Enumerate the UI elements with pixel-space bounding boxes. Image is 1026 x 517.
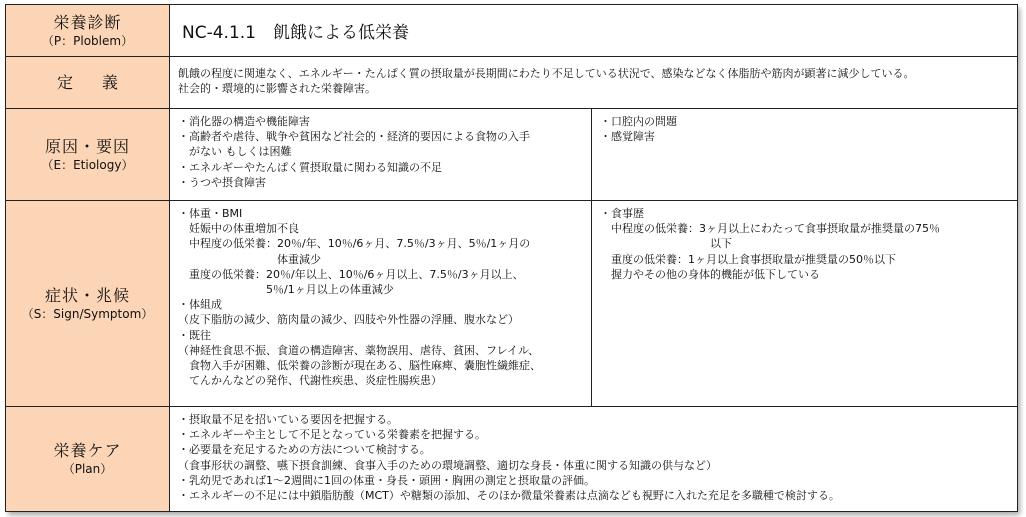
symptom-item: てんかんなどの発作、代謝性疾患、炎症性腸疾患） [178,374,442,388]
row-plan [6,407,1018,512]
label-definition: 定 義 [56,72,131,92]
label-diagnosis: 栄養診断 [53,12,122,32]
label-plan: 栄養ケア [53,441,122,460]
symptom-item: 妊娠中の体重増加不良 [178,222,299,236]
etiology-item: ・口腔内の問題 [600,115,677,128]
sub-plan: （Plan） [62,462,113,476]
symptom-right [592,201,1018,407]
etiology-item: ・消化器の構造や機能障害 [178,115,310,128]
plan-text [170,407,1018,512]
header-symptom [6,201,170,407]
etiology-item: がない もしくは困難 [178,145,292,159]
symptom-item: 重度の低栄養：20％/年以上、10％/6ヶ月以上、7.5％/3ヶ月以上、 [178,267,524,281]
sub-etiology: （E：Etiology） [41,157,134,172]
sub-diagnosis: （P：Ploblem） [41,33,134,48]
symptom-item: （皮下脂肪の減少、筋肉量の減少、四肢や外性器の浮腫、腹水など） [178,313,519,327]
plan-item: ・摂取量不足を招いている要因を把握する。 [178,413,398,426]
row-definition [6,57,1018,109]
header-etiology [6,109,170,201]
plan-item: ・乳幼児であれば1～2週間に1回の体重・身長・頭囲・胸囲の測定と摂取量の評価。 [178,473,595,487]
definition-line: 飢餓の程度に関連なく、エネルギー・たんぱく質の摂取量が長期間にわたり不足している状況で、感染などなく体脂肪や筋肉が顕著に減少している。 [178,67,915,80]
etiology-left [170,109,592,201]
symptom-item: ・既往 [178,328,211,342]
plan-item: （食事形状の調整、嚥下摂食訓練、食事入手のための環境調整、適切な身長・体重に関する知識の供与など） [178,458,717,472]
row-symptom [6,201,1018,407]
plan-item: ・エネルギーや主として不足となっている栄養素を把握する。 [178,428,486,442]
symptom-item: 握力やその他の身体的機能が低下している [600,267,820,281]
symptom-item: 中程度の低栄養：20％/年、10％/6ヶ月、7.5％/3ヶ月、5％/1ヶ月の [178,237,531,251]
etiology-item: ・エネルギーやたんぱく質摂取量に関わる知識の不足 [178,160,442,174]
diagnosis-table [5,4,1018,512]
etiology-item: ・高齢者や虐待、戦争や貧困など社会的・経済的要因による食物の入手 [178,130,530,144]
label-symptom: 症状・兆候 [44,285,130,305]
symptom-left [170,201,592,407]
symptom-item: 中程度の低栄養：3ヶ月以上にわたって食事摂取量が推奨量の75％ [600,222,940,236]
definition-text [170,57,1018,109]
symptom-item: ・食事歴 [600,207,644,220]
header-plan [6,407,170,512]
label-etiology: 原因・要因 [44,136,130,156]
row-etiology [6,109,1018,201]
symptom-item: ・体重・BMI [178,207,243,220]
symptom-item: 体重減少 [178,252,321,266]
symptom-item: （神経性食思不振、食道の構造障害、薬物誤用、虐待、貧困、フレイル、 [178,343,540,357]
nutrition-diagnosis-sheet [5,4,1017,511]
header-diagnosis [6,5,170,57]
etiology-item: ・感覚障害 [600,130,655,144]
plan-item: ・必要量を充足するための方法について検討する。 [178,443,431,457]
symptom-item: 以下 [600,237,732,251]
etiology-item: ・うつや摂食障害 [178,175,266,189]
definition-line: 社会的・環境的に影響された栄養障害。 [178,82,376,96]
etiology-right [592,109,1018,201]
symptom-item: ・体組成 [178,298,222,312]
diagnosis-title: NC-4.1.1 飢餓による低栄養 [170,5,1018,57]
symptom-item: 5％/1ヶ月以上の体重減少 [178,283,394,297]
symptom-item: 食物入手が困難、低栄養の診断が現在ある、脳性麻痺、嚢胞性繊維症、 [178,359,541,373]
row-diagnosis [6,5,1018,57]
header-definition [6,57,170,109]
plan-item: ・エネルギーの不足には中鎖脂肪酸（MCT）や糖類の添加、そのほか微量栄養素は点滴なども視野に入れた充足を多職種で検討する。 [178,489,840,503]
symptom-item: 重度の低栄養：1ヶ月以上食事摂取量が推奨量の50％以下 [600,252,896,266]
sub-symptom: （S：Sign/Symptom） [21,306,154,321]
